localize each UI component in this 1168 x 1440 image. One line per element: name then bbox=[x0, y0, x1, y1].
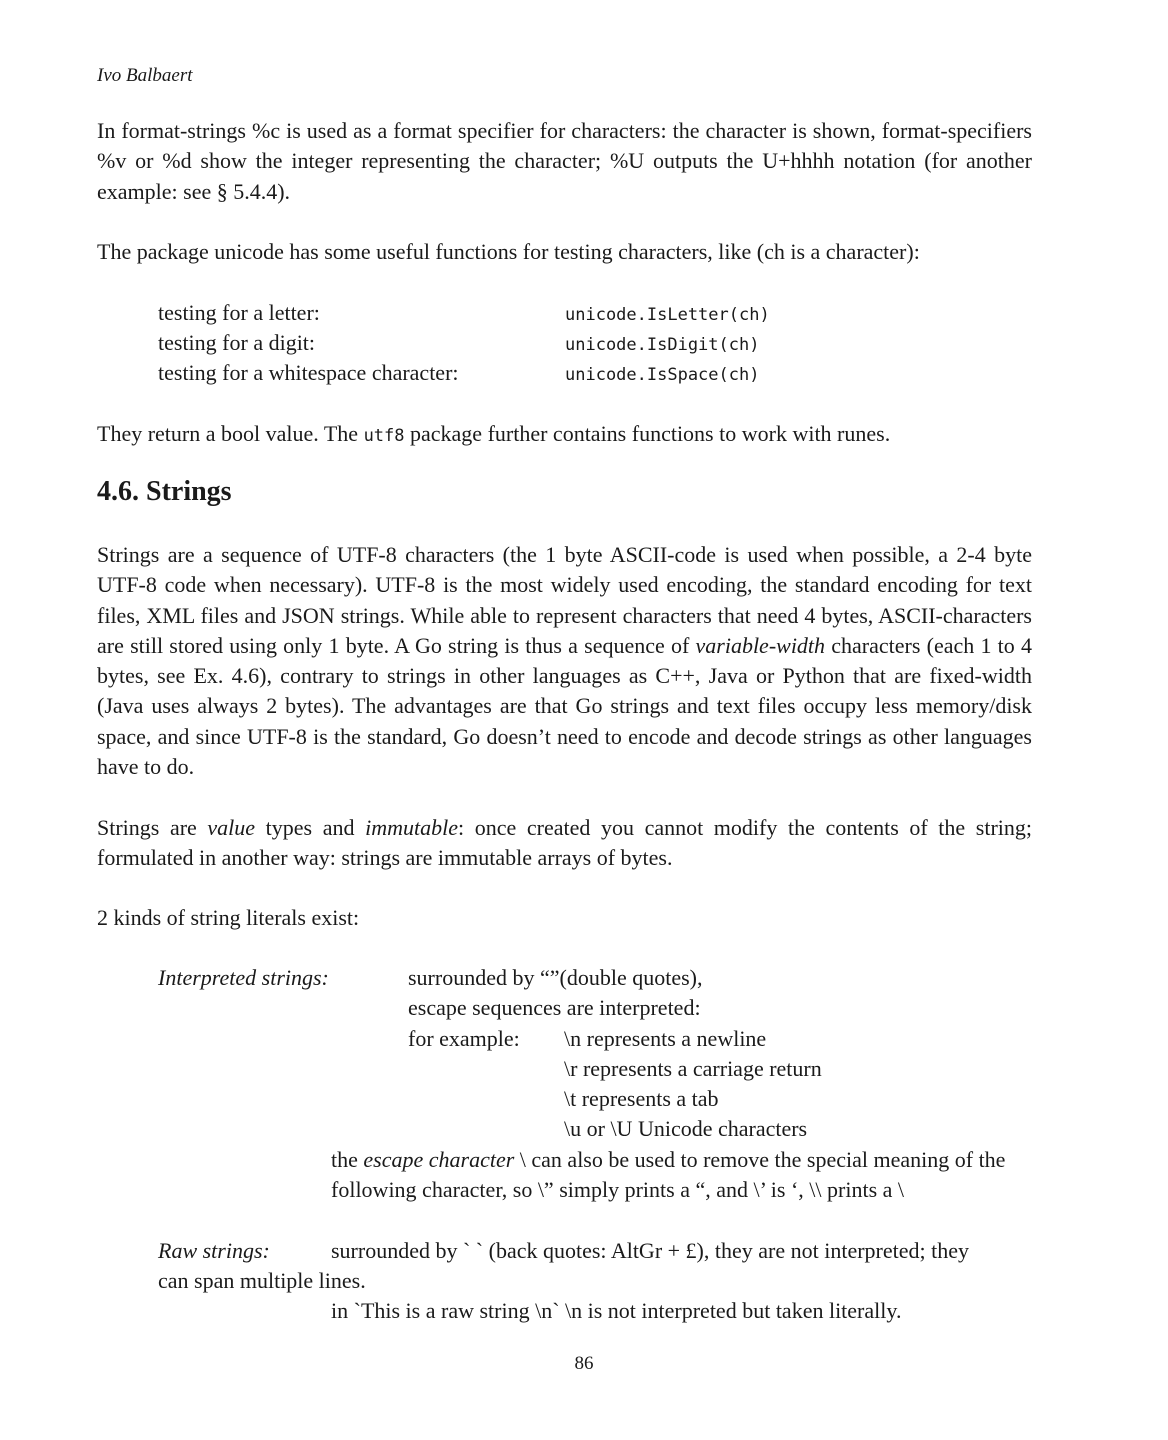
format-specifier-paragraph: In format-strings %c is used as a format specifier for characters: the character is shown, format-specifiers %v or %d show the integer representing the character; %U outputs the U+hhhh notation (for another example: see § 5.4.4). bbox=[97, 118, 1032, 204]
emphasis: escape character bbox=[363, 1147, 515, 1172]
text: Strings are a sequence of UTF-8 characters (the 1 byte ASCII-code is used when possible, a 2-4 byte UTF-8 code when necessary). UTF-8 is the most widely used encoding, the standard encoding for text files, XML files and JSON strings. While able to represent characters that need 4 bytes, ASCII-characters are still stored using only 1 byte. A Go string is thus a sequence of bbox=[97, 542, 1032, 658]
raw-line-2: can span multiple lines. bbox=[158, 1268, 366, 1293]
text: Strings are bbox=[97, 815, 208, 840]
interpreted-line-1: surrounded by “”(double quotes), bbox=[408, 965, 703, 990]
text: types and bbox=[255, 815, 366, 840]
function-label: testing for a digit: bbox=[158, 330, 316, 355]
emphasis: immutable bbox=[365, 815, 458, 840]
running-head-author: Ivo Balbaert bbox=[97, 65, 193, 86]
escape-character-line-2: following character, so \” simply prints a “, and \’ is ‘, \\ prints a \ bbox=[331, 1177, 905, 1202]
text: package further contains functions to work with runes. bbox=[404, 421, 891, 446]
text: the bbox=[331, 1147, 364, 1172]
escape-character-line-1 bbox=[331, 1145, 1005, 1175]
escape-example: \r represents a carriage return bbox=[564, 1056, 822, 1081]
text: They return a bool value. The bbox=[97, 421, 364, 446]
text: \ can also be used to remove the special meaning of the bbox=[514, 1147, 1006, 1172]
immutable-paragraph bbox=[97, 813, 1032, 874]
unicode-package-paragraph: The package unicode has some useful functions for testing characters, like (ch is a character): bbox=[97, 239, 920, 264]
page-number: 86 bbox=[574, 1353, 594, 1374]
function-label: testing for a whitespace character: bbox=[158, 360, 459, 385]
bool-value-paragraph bbox=[97, 419, 1032, 451]
function-code: unicode.IsSpace(ch) bbox=[565, 365, 760, 385]
escape-example: \n represents a newline bbox=[564, 1026, 767, 1051]
raw-line-1: surrounded by ` ` (back quotes: AltGr + £), they are not interpreted; they bbox=[331, 1238, 969, 1263]
inline-code-utf8: utf8 bbox=[363, 426, 405, 446]
example-label: for example: bbox=[408, 1026, 520, 1051]
function-code: unicode.IsDigit(ch) bbox=[565, 335, 760, 355]
emphasis: value bbox=[207, 815, 256, 840]
escape-example: \u or \U Unicode characters bbox=[564, 1116, 808, 1141]
escape-example: \t represents a tab bbox=[564, 1086, 719, 1111]
function-code: unicode.IsLetter(ch) bbox=[565, 305, 770, 325]
text: characters (each 1 to 4 bytes, see Ex. 4.6), contrary to strings in other languages as C++, Java or Python that are fixed-width (Java uses always 2 bytes). The advantages are that Go strings and text files occupy less memory/disk space, and since UTF-8 is the standard, Go doesn’t need to encode and decode strings as other languages have to do. bbox=[97, 632, 1032, 780]
interpreted-line-2: escape sequences are interpreted: bbox=[408, 995, 701, 1020]
raw-line-3: in `This is a raw string \n` \n is not interpreted but taken literally. bbox=[331, 1298, 902, 1323]
function-label: testing for a letter: bbox=[158, 300, 320, 325]
interpreted-strings-label: Interpreted strings: bbox=[158, 965, 329, 990]
literal-kinds-paragraph: 2 kinds of string literals exist: bbox=[97, 905, 360, 930]
strings-intro-paragraph bbox=[97, 540, 1032, 782]
text: : once created you cannot modify the contents of the string; formulated in another way: strings are immutable arrays of bytes. bbox=[97, 815, 1033, 871]
section-title: 4.6. Strings bbox=[97, 476, 232, 507]
raw-strings-label: Raw strings: bbox=[158, 1238, 270, 1263]
emphasis: variable-width bbox=[695, 632, 826, 658]
